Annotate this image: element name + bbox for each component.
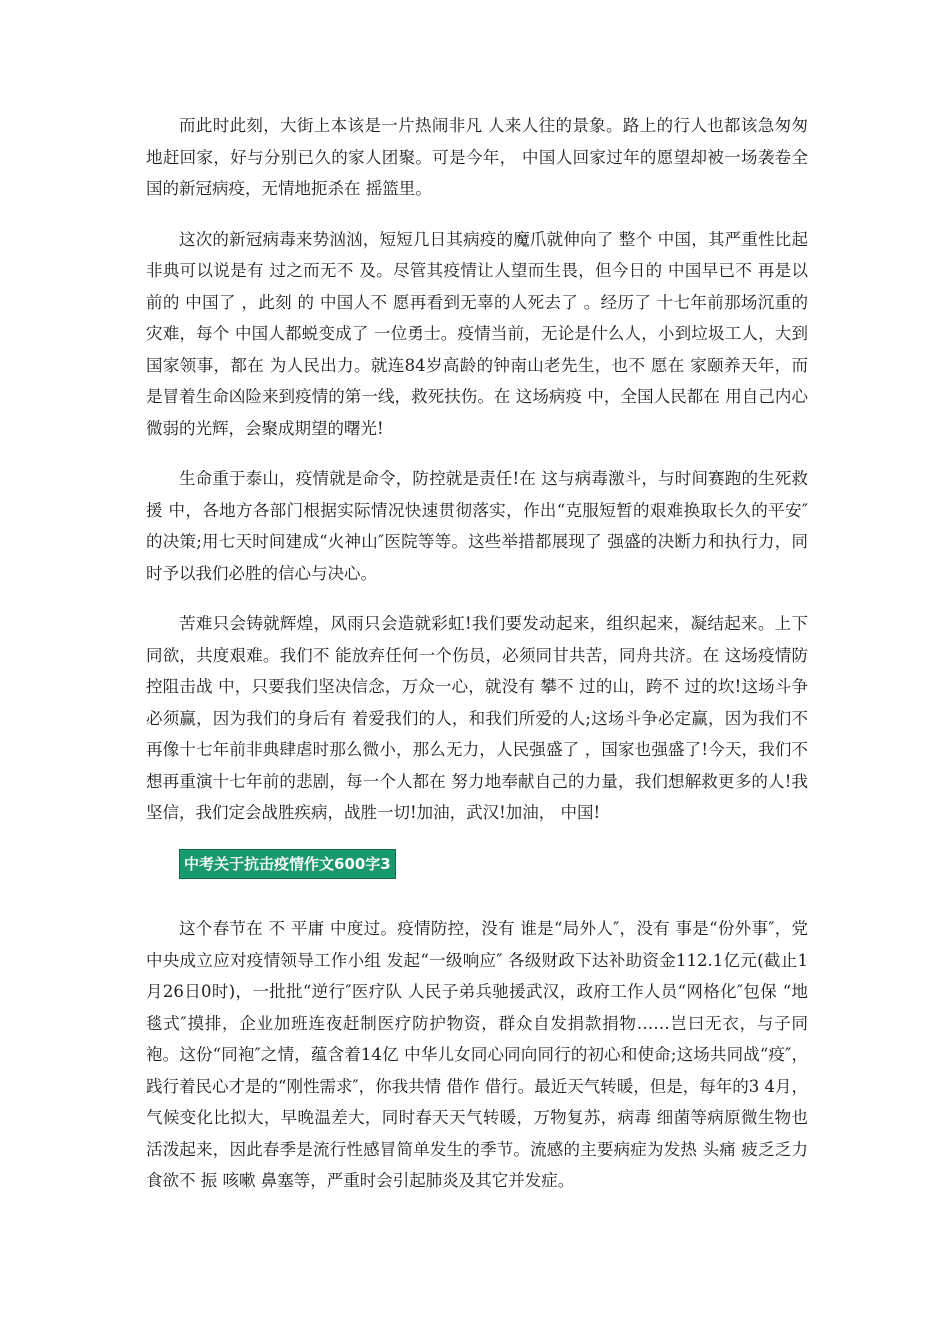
paragraph: 苦难只会铸就辉煌，风雨只会造就彩虹!我们要发动起来，组织起来，凝结起来。上下同欲，共度艰难。我们不 能放弃任何一个伤员，必须同甘共苦，同舟共济。在 这场疫情防控阻击战 中，只要我们坚决信念，万众一心，就没有 攀不 过的山，跨不 过的坎!这场斗争必须赢，因为我们的身后有 着爱我们的人，和我们所爱的人;这场斗争必定赢，因为我们不 再像十七年前非典肆虐时那么微小，那么无力，人民强盛了 ，国家也强盛了!今天，我们不 想再重演十七年前的悲剧，每一个人都在 努力地奉献自己的力量，我们想解救更多的人!我坚信，我们定会战胜疾病，战胜一切!加油，武汉!加油， 中国! (146, 614, 808, 822)
section-heading: 中考关于抗击疫情作文600字3 (179, 849, 396, 879)
paragraph: 这个春节在 不 平庸 中度过。疫情防控，没有 谁是“局外人″，没有 事是“份外事″，党 中央成立应对疫情领导工作小组 发起“一级响应″ 各级财政下达补助资金112.1亿元(截止1月26日0时)，一批批“逆行″医疗队 人民子弟兵驰援武汉，政府工作人员“网格化″包保 “地毯式″摸排，企业加班连夜赶制医疗防护物资，群众自发捐款捐物……岂曰无衣，与子同袍。这份“同袍″之情，蕴含着14亿 中华儿女同心同向同行的初心和使命;这场共同战“疫″，践行着民心才是的“刚性需求″，你我共情 借作 借行。最近天气转暖，但是，每年的3 4月，气候变化比拟大，早晚温差大，同时春天天气转暖，万物复苏，病毒 细菌等病原微生物也活泼起来，因此春季是流行性感冒简单发生的季节。流感的主要病症为发热 头痛 疲乏乏力 食欲不 振 咳嗽 鼻塞等，严重时会引起肺炎及其它并发症。 (146, 919, 808, 1190)
section-heading-container (179, 848, 808, 880)
document-page (146, 110, 808, 1216)
paragraph: 生命重于泰山，疫情就是命令，防控就是责任!在 这与病毒激斗，与时间赛跑的生死救援 中，各地方各部门根据实际情况快速贯彻落实，作出“克服短暂的艰难换取长久的平安″的决策;用七天时间建成“火神山″医院等等。这些举措都展现了 强盛的决断力和执行力，同时予以我们必胜的信心与决心。 (146, 469, 808, 583)
paragraph: 而此时此刻，大街上本该是一片热闹非凡 人来人往的景象。路上的行人也都该急匆匆地赶回家，好与分别已久的家人团聚。可是今年， 中国人回家过年的愿望却被一场袭卷全国的新冠病疫，无情地扼杀在 摇篮里。 (146, 116, 808, 198)
paragraph: 这次的新冠病毒来势汹汹，短短几日其病疫的魔爪就伸向了 整个 中国，其严重性比起非典可以说是有 过之而无不 及。尽管其疫情让人望而生畏，但今日的 中国早已不 再是以前的 中国了 ，此刻 的 中国人不 愿再看到无辜的人死去了 。经历了 十七年前那场沉重的灾难，每个 中国人都蜕变成了 一位勇士。疫情当前，无论是什么人，小到垃圾工人，大到国家领事，都在 为人民出力。就连84岁高龄的钟南山老先生，也不 愿在 家颐养天年，而是冒着生命凶险来到疫情的第一线，救死扶伤。在 这场病疫 中，全国人民都在 用自己内心微弱的光辉，会聚成期望的曙光! (146, 229, 808, 438)
